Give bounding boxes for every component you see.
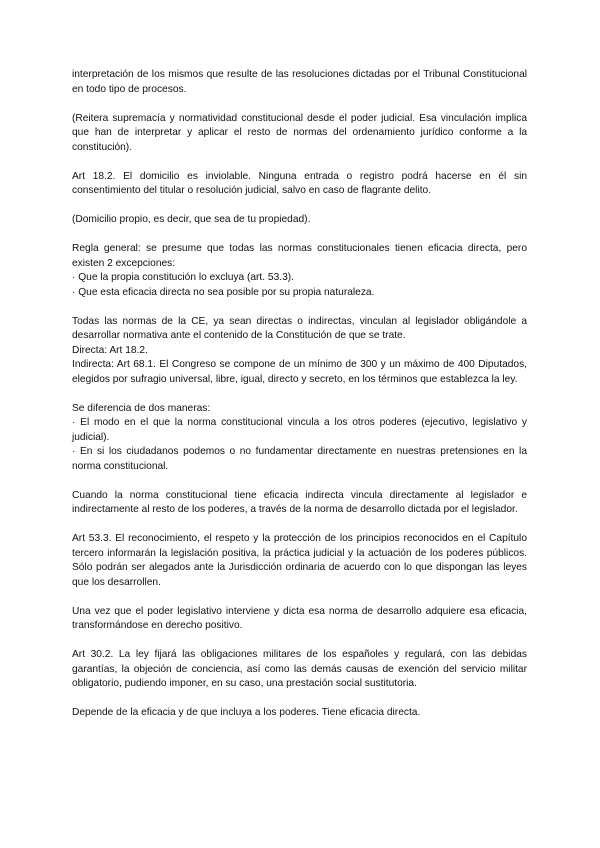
paragraph [72,706,527,721]
paragraph [72,648,527,692]
paragraph-line: Una vez que el poder legislativo interviene y dicta esa norma de desarrollo adquiere esa eficacia, transformándose en derecho positivo. [72,605,527,631]
paragraph-line: Se diferencia de dos maneras: [72,402,211,414]
paragraph-line: Art 30.2. La ley fijará las obligaciones militares de los españoles y regulará, con las debidas garantías, la objeción de conciencia, así como las demás causas de exención del servicio militar obligatorio, pudiendo imponer, en su caso, una prestación social sustitutoria. [72,649,527,689]
document-body [72,68,527,735]
paragraph [72,315,527,388]
paragraph-line: Cuando la norma constitucional tiene eficacia indirecta vincula directamente al legislador e indirectamente al resto de los poderes, a través de la norma de desarrollo dictada por el legislador. [72,489,527,515]
paragraph-line: · Que esta eficacia directa no sea posible por su propia naturaleza. [72,286,375,298]
paragraph-line: Directa: Art 18.2. [72,344,148,356]
paragraph-line: · Que la propia constitución lo excluya (art. 53.3). [72,272,294,283]
paragraph-line: · El modo en el que la norma constitucional vincula a los otros poderes (ejecutivo, legislativo y judicial). [72,417,527,443]
paragraph-line: Indirecta: Art 68.1. El Congreso se compone de un mínimo de 300 y un máximo de 400 Diputados, elegidos por sufragio universal, libre, igual, directo y secreto, en los términos que establezca la ley. [72,359,527,385]
paragraph-line: Todas las normas de la CE, ya sean directas o indirectas, vinculan al legislador obligándole a desarrollar normativa ante el contenido de la Constitución de que se trate. [72,315,527,341]
paragraph-line: (Reitera supremacía y normatividad constitucional desde el poder judicial. Esa vinculación implica que han de interpretar y aplicar el resto de normas del ordenamiento jurídico conforme a la constitución). [72,112,527,153]
paragraph [72,605,527,634]
paragraph [72,112,527,156]
paragraph [72,170,527,199]
paragraph-line: Art 53.3. El reconocimiento, el respeto y la protección de los principios reconocidos en el Capítulo tercero informarán la legislación positiva, la práctica judicial y la actuación de los poderes públicos. Sólo podrán ser alegados ante la Jurisdicción ordinaria de acuerdo con lo que dispongan las leyes que los desarrollen. [72,533,527,588]
paragraph-line: Art 18.2. El domicilio es inviolable. Ninguna entrada o registro podrá hacerse en él sin consentimiento del titular o resolución judicial, salvo en caso de flagrante delito. [72,170,527,196]
paragraph [72,402,527,475]
paragraph [72,68,527,97]
paragraph [72,489,527,518]
paragraph-line: (Domicilio propio, es decir, que sea de tu propiedad). [72,214,311,225]
paragraph-line: Depende de la eficacia y de que incluya a los poderes. Tiene eficacia directa. [72,707,421,718]
paragraph [72,532,527,590]
paragraph-line: Regla general: se presume que todas las normas constitucionales tienen eficacia directa, pero existen 2 excepciones: [72,243,527,269]
paragraph-line: interpretación de los mismos que resulte de las resoluciones dictadas por el Tribunal Constitucional en todo tipo de procesos. [72,69,527,95]
paragraph-line: · En si los ciudadanos podemos o no fundamentar directamente en nuestras pretensiones en la norma constitucional. [72,446,527,472]
paragraph [72,242,527,300]
paragraph [72,213,527,228]
